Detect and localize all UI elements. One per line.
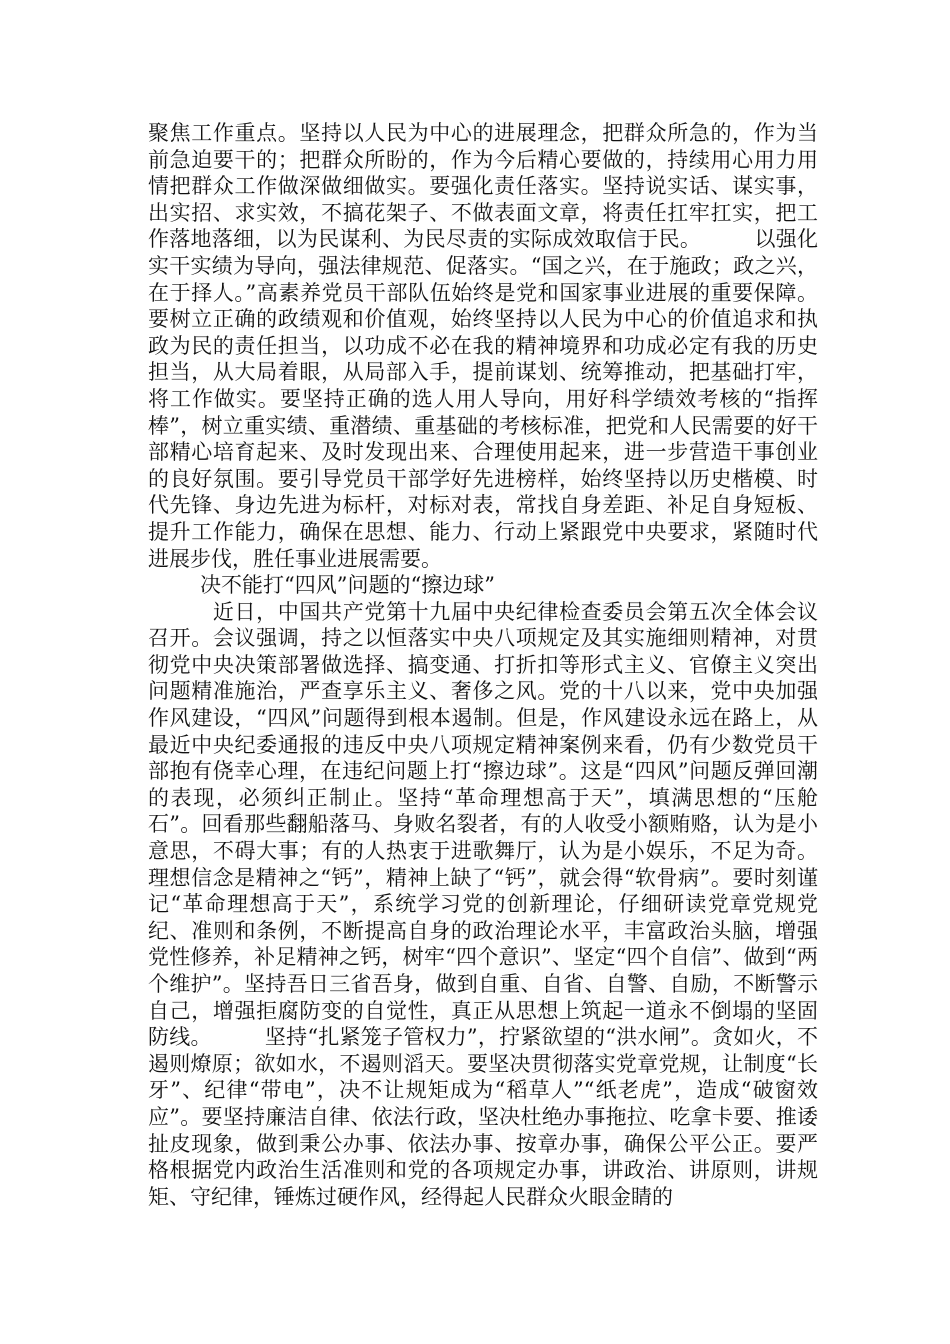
section-heading: 决不能打“四风”问题的“擦边球” — [200, 573, 495, 598]
paragraph-performance-orientation: 聚焦工作重点。坚持以人民为中心的进展理念，把群众所急的，作为当前急迫要干的；把群众所盼的，作为今后精心要做的，持续用心用力用情把群众工作做深做细做实。要强化责任落实。坚持说实话、谋实事，出实招、求实效，不搞花架子、不做表面文章，将责任扛牢扛实，把工作落地落细，以为民谋利、为民尽责的实际成效取信于民。 以强化实干实绩为导向，强法律规范、促落实。“国之兴，在于施政；政之兴，在于择人。”高素养党员干部队伍始终是党和国家事业进展的重要保障。要树立正确的政绩观和价值观，始终坚持以人民为中心的价值追求和执政为民的责任担当，以功成不必在我的精神境界和功成必定有我的历史担当，从大局着眼，从局部入手，提前谋划、统筹推动，把基础打牢，将工作做实。要坚持正确的选人用人导向，用好科学绩效考核的“指挥棒”，树立重实绩、重潜绩、重基础的考核标准，把党和人民需要的好干部精心培育起来、及时发现出来、合理使用起来，进一步营造干事创业的良好氛围。要引导党员干部学好先进榜样，始终坚持以历史楷模、时代先锋、身边先进为标杆，对标对表，常找自身差距、补足自身短板、提升工作能力，确保在思想、能力、行动上紧跟党中央要求，紧随时代进展步伐，胜任事业进展需要。 — [148, 121, 818, 571]
paragraph-four-winds: 近日，中国共产党第十九届中央纪律检查委员会第五次全体会议召开。会议强调，持之以恒落实中央八项规定及其实施细则精神，对贯彻党中央决策部署做选择、搞变通、打折扣等形式主义、官僚主义突出问题精准施治，严查享乐主义、奢侈之风。党的十八以来，党中央加强作风建设，“四风”问题得到根本遏制。但是，作风建设永远在路上，从最近中央纪委通报的违反中央八项规定精神案例来看，仍有少数党员干部抱有侥幸心理，在违纪问题上打“擦边球”。这是“四风”问题反弹回潮的表现，必须纠正制止。坚持“革命理想高于天”，填满思想的“压舱石”。回看那些翻船落马、身败名裂者，有的人收受小额贿赂，认为是小意思，不碍大事；有的人热衷于进歌舞厅，认为是小娱乐，不足为奇。理想信念是精神之“钙”，精神上缺了“钙”，就会得“软骨病”。要时刻谨记“革命理想高于天”，系统学习党的创新理论，仔细研读党章党规党纪、准则和条例，不断提高自身的政治理论水平，丰富政治头脑，增强党性修养，补足精神之钙，树牢“四个意识”、坚定“四个自信”、做到“两个维护”。坚持吾日三省吾身，做到自重、自省、自警、自励，不断警示自己，增强拒腐防变的自觉性，真正从思想上筑起一道永不倒塌的坚固防线。 坚持“扎紧笼子管权力”，拧紧欲望的“洪水闸”。贪如火，不遏则燎原；欲如水，不遏则滔天。要坚决贯彻落实党章党规，让制度“长牙”、纪律“带电”，决不让规矩成为“稻草人”“纸老虎”，造成“破窗效应”。要坚持廉洁自律、依法行政，坚决杜绝办事拖拉、吃拿卡要、推诿扯皮现象，做到秉公办事、依法办事、按章办事，确保公平公正。要严格根据党内政治生活准则和党的各项规定办事，讲政治、讲原则，讲规矩、守纪律，锤炼过硬作风，经得起人民群众火眼金睛的 — [148, 599, 818, 1209]
document-body — [148, 120, 818, 1210]
